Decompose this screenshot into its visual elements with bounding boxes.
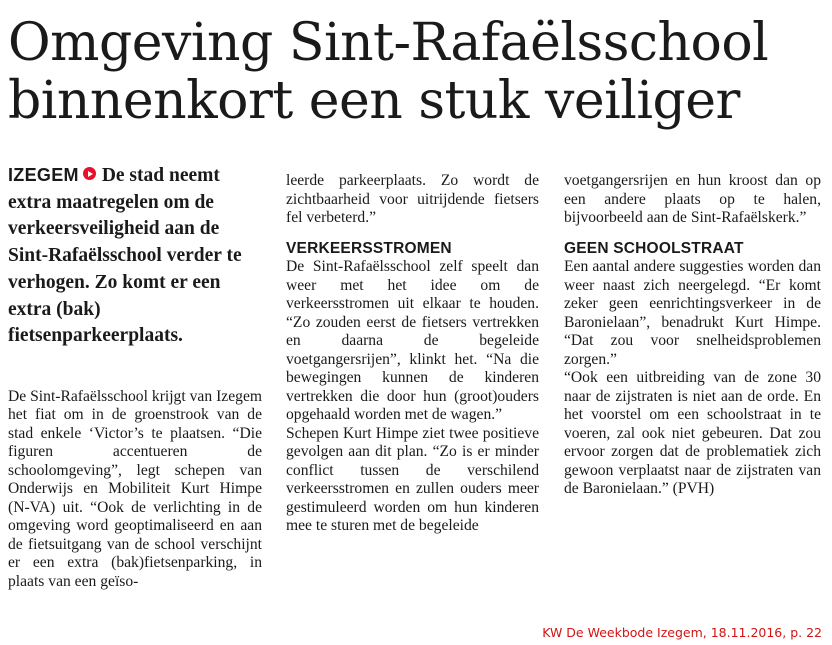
- column-2-paragraph-1: leerde parkeerplaats. Zo wordt de zichtbaarheid voor uitrijdende fietsers fel verbeterd.”: [286, 172, 539, 226]
- lead-paragraph: [8, 162, 262, 350]
- source-citation: KW De Weekbode Izegem, 18.11.2016, p. 22: [542, 625, 822, 640]
- play-circle-icon: [83, 167, 96, 180]
- column-3: [564, 172, 821, 499]
- column-3-paragraph-1: voetgangersrijen en hun kroost dan op een andere plaats op te halen, bijvoorbeeld aan de Sint-Rafaëlskerk.”: [564, 172, 821, 226]
- headline-line-1: Omgeving Sint-Rafaëlsschool: [8, 13, 769, 73]
- column-3-paragraph-3: “Ook een uitbreiding van de zone 30 naar de zijstraten is niet aan de orde. En het voorstel om een schoolstraat in te voeren, zal ook niet gebeuren. Dat zou ervoor zorgen dat de problematiek zich gewoon verplaatst naar de zijstraten van de Baronielaan.” (PVH): [564, 369, 821, 497]
- headline: [8, 14, 828, 130]
- column-2-paragraph-3: Schepen Kurt Himpe ziet twee positieve gevolgen aan dit plan. “Zo is er minder conflict tussen de verschilend verkeersstromen en zullen ouders meer gestimuleerd worden om hun kinderen mee te sturen met de begeleide: [286, 424, 539, 534]
- column-2-paragraph-2: De Sint-Rafaëlsschool zelf speelt dan weer met het idee om de verkeersstromen uit elkaar te houden. “Zo zouden eerst de fietsers vertrekken en daarna de begeleide voetgangersrijen”, klinkt het. “Na die bewegingen kunnen de kinderen vertrekken die door hun (groot)ouders opgehaald worden met de wagen.”: [286, 258, 539, 423]
- location-label: IZEGEM: [8, 165, 79, 185]
- subheading-geen-schoolstraat: GEEN SCHOOLSTRAAT: [564, 239, 744, 257]
- column-2: [286, 172, 539, 536]
- headline-line-2: binnenkort een stuk veiliger: [8, 71, 740, 131]
- column-3-paragraph-2: Een aantal andere suggesties worden dan weer naast zich neergelegd. “Er komt zeker geen eenrichtingsverkeer in de Baronielaan”, benadrukt Kurt Himpe. “Dat zou voor snelheidsproblemen zorgen.”: [564, 258, 821, 368]
- lead-text: De stad neemt extra maatregelen om de verkeersveiligheid aan de Sint-Rafaëlsschool verder te verhogen. Zo komt er een extra (bak) fietsenparkeerplaats.: [8, 165, 242, 347]
- column-1-body: De Sint-Rafaëlsschool krijgt van Izegem het fiat om in de groenstrook van de stad enkele ‘Victor’s te plaatsen. “Die figuren accentueren de schoolomgeving”, legt schepen van Onderwijs en Mobiliteit Kurt Himpe (N-VA) uit. “Ook de verlichting in de omgeving word geoptimaliseerd en aan de fietsuitgang van de school verschijnt er een extra (bak)fietsenparking, in plaats van een geïso-: [8, 387, 262, 590]
- column-1: [8, 162, 262, 591]
- subheading-verkeersstromen: VERKEERSSTROMEN: [286, 239, 452, 257]
